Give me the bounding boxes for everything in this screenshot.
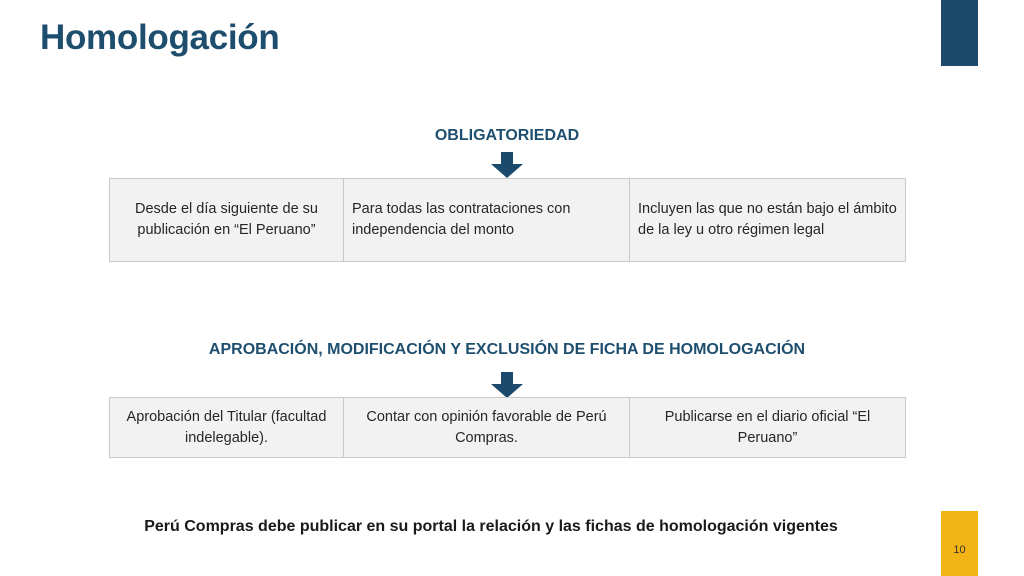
arrow-down-icon [491, 372, 523, 398]
aprobacion-box-3: Publicarse en el diario oficial “El Peruano” [629, 398, 905, 457]
obligatoriedad-box-3: Incluyen las que no están bajo el ámbito de la ley u otro régimen legal [629, 179, 905, 261]
obligatoriedad-box-2: Para todas las contrataciones con independencia del monto [343, 179, 629, 261]
arrow-down-icon [491, 152, 523, 178]
obligatoriedad-box-1: Desde el día siguiente de su publicación en “El Peruano” [135, 201, 318, 238]
section-heading-aprobacion: APROBACIÓN, MODIFICACIÓN Y EXCLUSIÓN DE FICHA DE HOMOLOGACIÓN [208, 341, 806, 358]
aprobacion-box-1: Aprobación del Titular (facultad indelegable). [126, 408, 327, 446]
footer-note: Perú Compras debe publicar en su portal la relación y las fichas de homologación vigentes [144, 518, 838, 535]
aprobacion-boxes [109, 397, 906, 458]
page-number: 10 [953, 544, 966, 556]
aprobacion-box-2: Contar con opinión favorable de Perú Compras. [343, 398, 629, 457]
page-title: Homologación [40, 18, 280, 57]
section-heading-obligatoriedad: OBLIGATORIEDAD [434, 127, 580, 144]
obligatoriedad-boxes [109, 178, 906, 262]
top-accent-bar [941, 0, 978, 66]
